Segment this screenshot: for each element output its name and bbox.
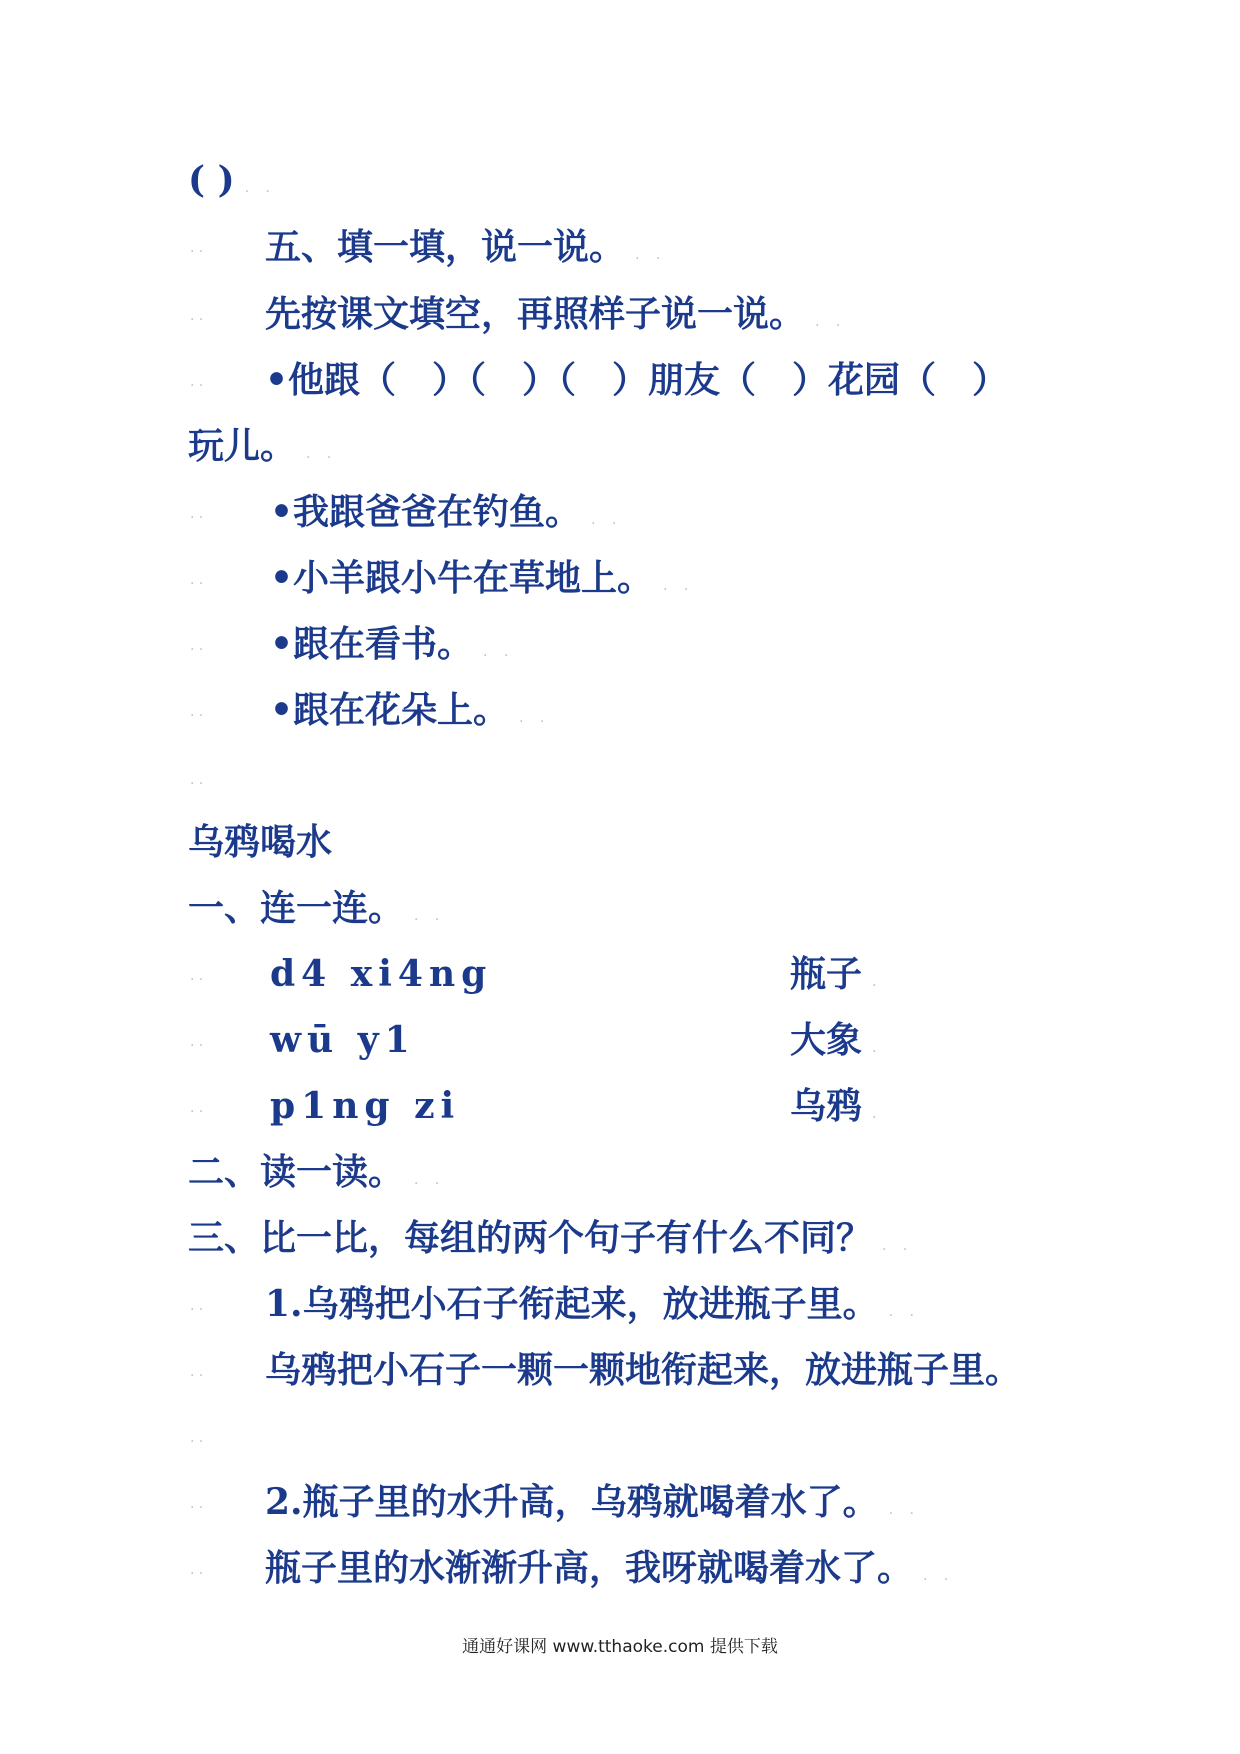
sentence-1a: 1.乌鸦把小石子衔起来，放进瓶子里。 . . <box>265 1283 920 1325</box>
section5-question-cont: 玩儿。 . . <box>188 425 338 467</box>
section1-title: 一、连一连。 . . <box>188 887 446 929</box>
lesson-title: 乌鸦喝水 <box>188 821 333 863</box>
section5-example-1: •我跟爸爸在钓鱼。 . . <box>270 491 623 533</box>
sentence-2b: 瓶子里的水渐渐升高，我呀就喝着水了。 . . <box>265 1547 955 1589</box>
section5-example-2: •小羊跟小牛在草地上。 . . <box>270 557 695 599</box>
section5-example-4: •跟在花朵上。 . . <box>270 689 551 731</box>
section5-title: 五、填一填，说一说。 . . <box>265 226 667 268</box>
document-page: ( ) . . 五、填一填，说一说。 . . . . 先按课文填空，再照样子说一说。 . . . . •他跟（ ）（ ）（ ）朋友（ ）花园（ ） . . 玩儿。 . . •我跟爸爸在钓鱼。 . . . . •小羊跟小牛在草地上。 . . . . •跟在看书。 . . . . •跟在花朵上。 . . . . . . 乌鸦喝水 一、连一连。 . . d4 xi4ng 瓶子 . . . wū y1 大象 . . . p1ng zi 乌鸦 . . . 二、读一读。 . . 三、比一比，每组的两个句子有什么不同？ . . 1.乌鸦把小石子衔起来，放进瓶子里。 . . . . 乌鸦把小石子一颗一颗地衔起来，放进瓶子里。 . . . . 2.瓶子里的水升高，乌鸦就喝着水了。 . . . . 瓶子里的水渐渐升高，我呀就喝着水了。 . . . . 通通好课网 www.tthaoke.com 提供下载 <box>0 0 1240 1754</box>
match-word-2: 大象 . <box>790 1019 883 1061</box>
section5-example-3: •跟在看书。 . . <box>270 623 515 665</box>
match-word-1: 瓶子 . <box>790 953 883 995</box>
section2-title: 二、读一读。 . . <box>188 1151 446 1193</box>
section5-instruction: 先按课文填空，再照样子说一说。 . . <box>265 293 847 335</box>
paren-blank: ( ) . . <box>188 159 276 201</box>
section5-question: •他跟（ ）（ ）（ ）朋友（ ）花园（ ） <box>265 359 1009 401</box>
match-pinyin-1: d4 xi4ng <box>270 953 493 995</box>
sentence-1b: 乌鸦把小石子一颗一颗地衔起来，放进瓶子里。 <box>265 1349 1022 1391</box>
match-word-3: 乌鸦 . <box>790 1085 883 1127</box>
match-pinyin-2: wū y1 <box>270 1019 416 1061</box>
match-pinyin-3: p1ng zi <box>270 1085 461 1127</box>
page-footer: 通通好课网 www.tthaoke.com 提供下载 <box>462 1637 778 1657</box>
section3-title: 三、比一比，每组的两个句子有什么不同？ . . <box>188 1217 914 1259</box>
sentence-2a: 2.瓶子里的水升高，乌鸦就喝着水了。 . . <box>265 1481 920 1523</box>
